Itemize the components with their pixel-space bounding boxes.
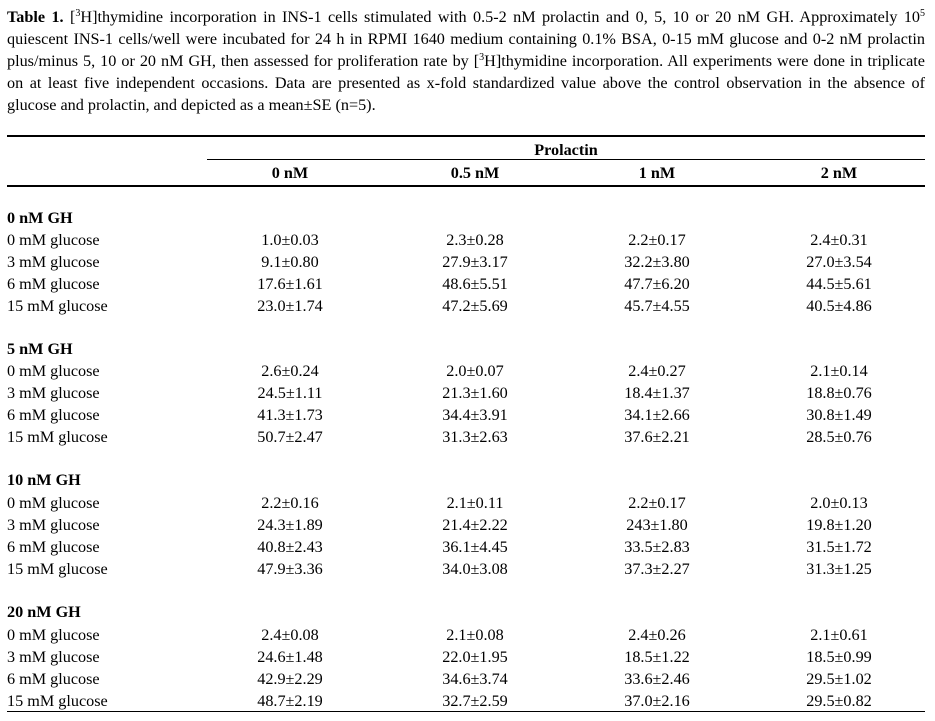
column-header: 2 nM xyxy=(820,164,858,182)
table-cell: 2.1±0.11 xyxy=(446,494,504,512)
column-spanner-prolactin: Prolactin xyxy=(534,141,598,159)
row-label: 3 mM glucose xyxy=(7,384,100,402)
table-cell: 2.1±0.08 xyxy=(446,626,504,644)
caption-text: [ xyxy=(63,8,76,26)
table-cell: 50.7±2.47 xyxy=(257,428,323,446)
table-cell: 21.3±1.60 xyxy=(442,384,508,402)
row-label: 6 mM glucose xyxy=(7,670,100,688)
table-cell: 24.6±1.48 xyxy=(257,648,323,666)
table-row xyxy=(0,624,935,646)
table-row xyxy=(0,514,935,536)
table-cell: 24.3±1.89 xyxy=(257,516,323,534)
table-cell: 17.6±1.61 xyxy=(257,275,323,293)
table-cell: 47.2±5.69 xyxy=(442,297,508,315)
row-label: 0 mM glucose xyxy=(7,362,100,380)
table-cell: 37.0±2.16 xyxy=(624,692,690,710)
table-cell: 48.7±2.19 xyxy=(257,692,323,710)
table-cell: 27.9±3.17 xyxy=(442,253,508,271)
row-label: 3 mM glucose xyxy=(7,516,100,534)
table-cell: 32.7±2.59 xyxy=(442,692,508,710)
table-cell: 37.3±2.27 xyxy=(624,560,690,578)
table-row xyxy=(0,295,935,317)
table-cell: 2.4±0.27 xyxy=(628,362,686,380)
table-cell: 2.3±0.28 xyxy=(446,231,504,249)
table-cell: 2.6±0.24 xyxy=(261,362,319,380)
row-label: 0 mM glucose xyxy=(7,494,100,512)
row-label: 0 mM glucose xyxy=(7,626,100,644)
table-cell: 32.2±3.80 xyxy=(624,253,690,271)
table-cell: 37.6±2.21 xyxy=(624,428,690,446)
column-header: 1 nM xyxy=(638,164,676,182)
table-cell: 44.5±5.61 xyxy=(806,275,872,293)
caption-text: H]thymidine incorporation. All experiments were done in triplicate on at least five independent occasions. Data are presented as x-fold standardized value above the control observation in the absence of glucose and prolactin, and depicted as a mean±SE (n=5). xyxy=(7,52,925,114)
table-cell: 23.0±1.74 xyxy=(257,297,323,315)
table-cell: 18.4±1.37 xyxy=(624,384,690,402)
row-label: 6 mM glucose xyxy=(7,275,100,293)
table-cell: 22.0±1.95 xyxy=(442,648,508,666)
caption-superscript: 5 xyxy=(920,8,926,19)
row-label: 3 mM glucose xyxy=(7,253,100,271)
caption-text: quiescent INS-1 cells/well were incubated for 24 h in RPMI 1640 medium containing 0.1% BSA, 0-15 mM glucose and 0-2 nM prolactin plus/minus 5, 10 or 20 nM GH, then assessed for proliferation rate by [ xyxy=(7,30,925,70)
table-cell: 27.0±3.54 xyxy=(806,253,872,271)
table-cell: 2.4±0.31 xyxy=(810,231,868,249)
table-cell: 2.4±0.08 xyxy=(261,626,319,644)
caption-text: H]thymidine incorporation in INS-1 cells stimulated with 0.5-2 nM prolactin and 0, 5, 10 or 20 nM GH. Approximately 10 xyxy=(80,8,921,26)
table-cell: 48.6±5.51 xyxy=(442,275,508,293)
table-cell: 34.0±3.08 xyxy=(442,560,508,578)
row-label: 3 mM glucose xyxy=(7,648,100,666)
table-cell: 34.4±3.91 xyxy=(442,406,508,424)
table-row xyxy=(0,668,935,690)
spanner-rule xyxy=(207,159,925,160)
table-cell: 31.3±2.63 xyxy=(442,428,508,446)
row-label: 6 mM glucose xyxy=(7,406,100,424)
table-cell: 243±1.80 xyxy=(626,516,688,534)
table-cell: 29.5±0.82 xyxy=(806,692,872,710)
table-cell: 42.9±2.29 xyxy=(257,670,323,688)
column-header: 0.5 nM xyxy=(450,164,500,182)
table-cell: 29.5±1.02 xyxy=(806,670,872,688)
group-title: 0 nM GH xyxy=(7,209,73,227)
table-cell: 19.8±1.20 xyxy=(806,516,872,534)
table-cell: 2.4±0.26 xyxy=(628,626,686,644)
row-label: 15 mM glucose xyxy=(7,692,108,710)
table-cell: 47.9±3.36 xyxy=(257,560,323,578)
table-top-rule xyxy=(7,135,925,137)
table-cell: 2.2±0.17 xyxy=(628,231,686,249)
table-cell: 34.6±3.74 xyxy=(442,670,508,688)
table-cell: 33.6±2.46 xyxy=(624,670,690,688)
group-title: 10 nM GH xyxy=(7,471,81,489)
row-label: 15 mM glucose xyxy=(7,560,108,578)
table-row xyxy=(0,360,935,382)
table-row xyxy=(0,426,935,448)
table-row xyxy=(0,251,935,273)
table-cell: 18.5±1.22 xyxy=(624,648,690,666)
group-title: 20 nM GH xyxy=(7,603,81,621)
table-row xyxy=(0,404,935,426)
table-caption xyxy=(7,6,925,116)
table-cell: 2.2±0.16 xyxy=(261,494,319,512)
table-cell: 21.4±2.22 xyxy=(442,516,508,534)
table-cell: 1.0±0.03 xyxy=(261,231,319,249)
table-row xyxy=(0,382,935,404)
table-cell: 41.3±1.73 xyxy=(257,406,323,424)
table-cell: 31.3±1.25 xyxy=(806,560,872,578)
table-row xyxy=(0,536,935,558)
row-label: 0 mM glucose xyxy=(7,231,100,249)
row-label: 15 mM glucose xyxy=(7,297,108,315)
table-cell: 2.0±0.13 xyxy=(810,494,868,512)
table-cell: 9.1±0.80 xyxy=(261,253,319,271)
table-row xyxy=(0,646,935,668)
caption-superscript: 3 xyxy=(479,52,485,63)
table-cell: 18.8±0.76 xyxy=(806,384,872,402)
table-cell: 40.5±4.86 xyxy=(806,297,872,315)
table-row xyxy=(0,229,935,251)
caption-label: Table 1. xyxy=(7,8,64,26)
table-cell: 40.8±2.43 xyxy=(257,538,323,556)
table-cell: 2.1±0.14 xyxy=(810,362,868,380)
table-cell: 2.1±0.61 xyxy=(810,626,868,644)
caption-superscript: 3 xyxy=(75,8,81,19)
column-header: 0 nM xyxy=(271,164,309,182)
row-label: 6 mM glucose xyxy=(7,538,100,556)
row-label: 15 mM glucose xyxy=(7,428,108,446)
table-row xyxy=(0,690,935,712)
table-cell: 45.7±4.55 xyxy=(624,297,690,315)
header-rule xyxy=(7,185,925,187)
group-title: 5 nM GH xyxy=(7,340,73,358)
table-cell: 2.2±0.17 xyxy=(628,494,686,512)
table-row xyxy=(0,492,935,514)
table-cell: 2.0±0.07 xyxy=(446,362,504,380)
table-row xyxy=(0,273,935,295)
table-cell: 28.5±0.76 xyxy=(806,428,872,446)
table-cell: 24.5±1.11 xyxy=(257,384,323,402)
table-row xyxy=(0,558,935,580)
table-cell: 47.7±6.20 xyxy=(624,275,690,293)
table-cell: 30.8±1.49 xyxy=(806,406,872,424)
table-cell: 31.5±1.72 xyxy=(806,538,872,556)
table-cell: 18.5±0.99 xyxy=(806,648,872,666)
table-cell: 34.1±2.66 xyxy=(624,406,690,424)
table-cell: 36.1±4.45 xyxy=(442,538,508,556)
table-cell: 33.5±2.83 xyxy=(624,538,690,556)
